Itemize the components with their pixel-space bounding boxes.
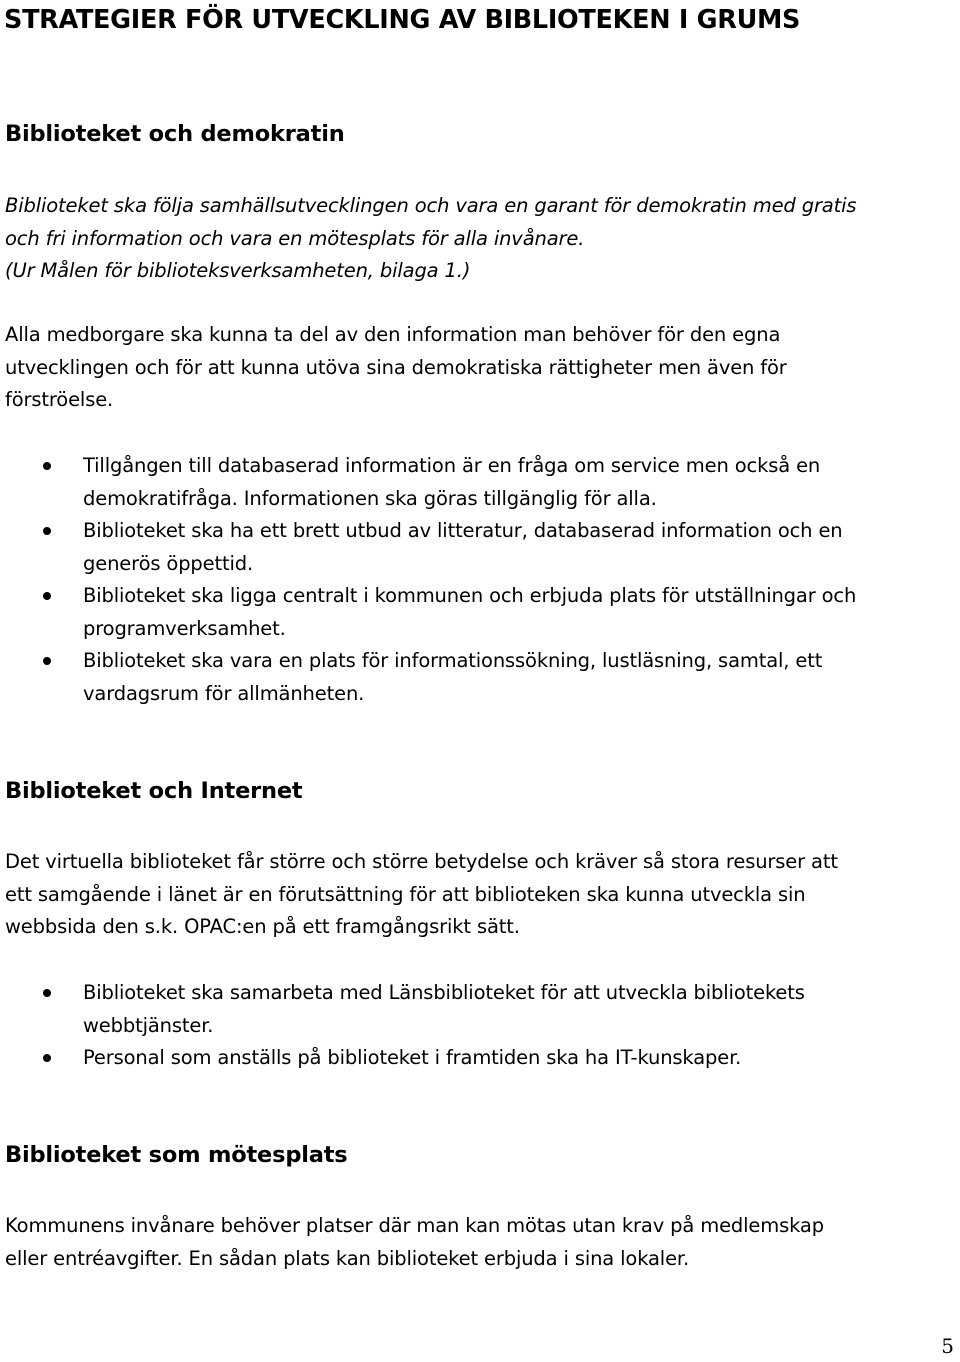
bullet-dot-icon (43, 989, 51, 997)
text-line: (Ur Målen för biblioteksverksamheten, bilaga 1.) (5, 259, 471, 282)
text-line: programverksamhet. (83, 616, 286, 640)
bullet-list-demokratin (0, 450, 958, 710)
body-paragraph (5, 846, 957, 944)
text-line: Biblioteket ska ha ett brett utbud av litteratur, databaserad information och en (83, 519, 843, 542)
text-line: eller entréavgifter. En sådan plats kan biblioteket erbjuda i sina lokaler. (5, 1246, 690, 1270)
text-line: demokratifråga. Informationen ska göras tillgänglig för alla. (83, 486, 657, 510)
bullet-dot-icon (43, 1054, 51, 1062)
body-paragraph (5, 1210, 957, 1275)
text-line: Personal som anställs på biblioteket i framtiden ska ha IT-kunskaper. (83, 1046, 742, 1069)
text-line: förströelse. (5, 388, 114, 411)
text-line: Kommunens invånare behöver platser där man kan mötas utan krav på medlemskap (5, 1214, 824, 1237)
page-number: 5 (941, 1334, 954, 1358)
text-line: generös öppettid. (83, 551, 254, 575)
quote-paragraph (5, 190, 957, 288)
text-line: Biblioteket ska vara en plats för informationssökning, lustläsning, samtal, ett (83, 649, 823, 672)
list-item (0, 580, 958, 645)
text-line: webbsida den s.k. OPAC:en på ett framgångsrikt sätt. (5, 915, 520, 938)
list-item (0, 645, 958, 710)
text-line: Det virtuella biblioteket får större och större betydelse och kräver så stora resurser att (5, 850, 838, 873)
bullet-dot-icon (43, 462, 51, 470)
text-line: utvecklingen och för att kunna utöva sina demokratiska rättigheter men även för (5, 355, 787, 379)
bullet-dot-icon (43, 527, 51, 535)
bullet-dot-icon (43, 592, 51, 600)
text-line: Alla medborgare ska kunna ta del av den information man behöver för den egna (5, 323, 781, 346)
text-line: webbtjänster. (83, 1013, 214, 1037)
text-line: Biblioteket ska samarbeta med Länsbiblioteket för att utveckla bibliotekets (83, 981, 805, 1004)
text-line: vardagsrum för allmänheten. (83, 681, 365, 705)
text-line: Biblioteket ska ligga centralt i kommunen och erbjuda plats för utställningar och (83, 584, 857, 607)
section-heading-internet: Biblioteket och Internet (5, 778, 303, 804)
bullet-list-internet (0, 977, 958, 1075)
list-item (0, 515, 958, 580)
bullet-dot-icon (43, 657, 51, 665)
text-line: ett samgående i länet är en förutsättning för att biblioteken ska kunna utveckla sin (5, 882, 806, 906)
section-heading-motesplats: Biblioteket som mötesplats (5, 1142, 348, 1168)
document-title: STRATEGIER FÖR UTVECKLING AV BIBLIOTEKEN I GRUMS (4, 5, 801, 35)
list-item (0, 1042, 958, 1075)
text-line: Biblioteket ska följa samhällsutvecklingen och vara en garant för demokratin med gratis (5, 194, 857, 217)
section-heading-demokratin: Biblioteket och demokratin (5, 121, 345, 147)
text-line: och fri information och vara en mötesplats för alla invånare. (5, 226, 585, 250)
text-line: Tillgången till databaserad information är en fråga om service men också en (83, 454, 821, 477)
body-paragraph (5, 319, 957, 417)
list-item (0, 977, 958, 1042)
list-item (0, 450, 958, 515)
